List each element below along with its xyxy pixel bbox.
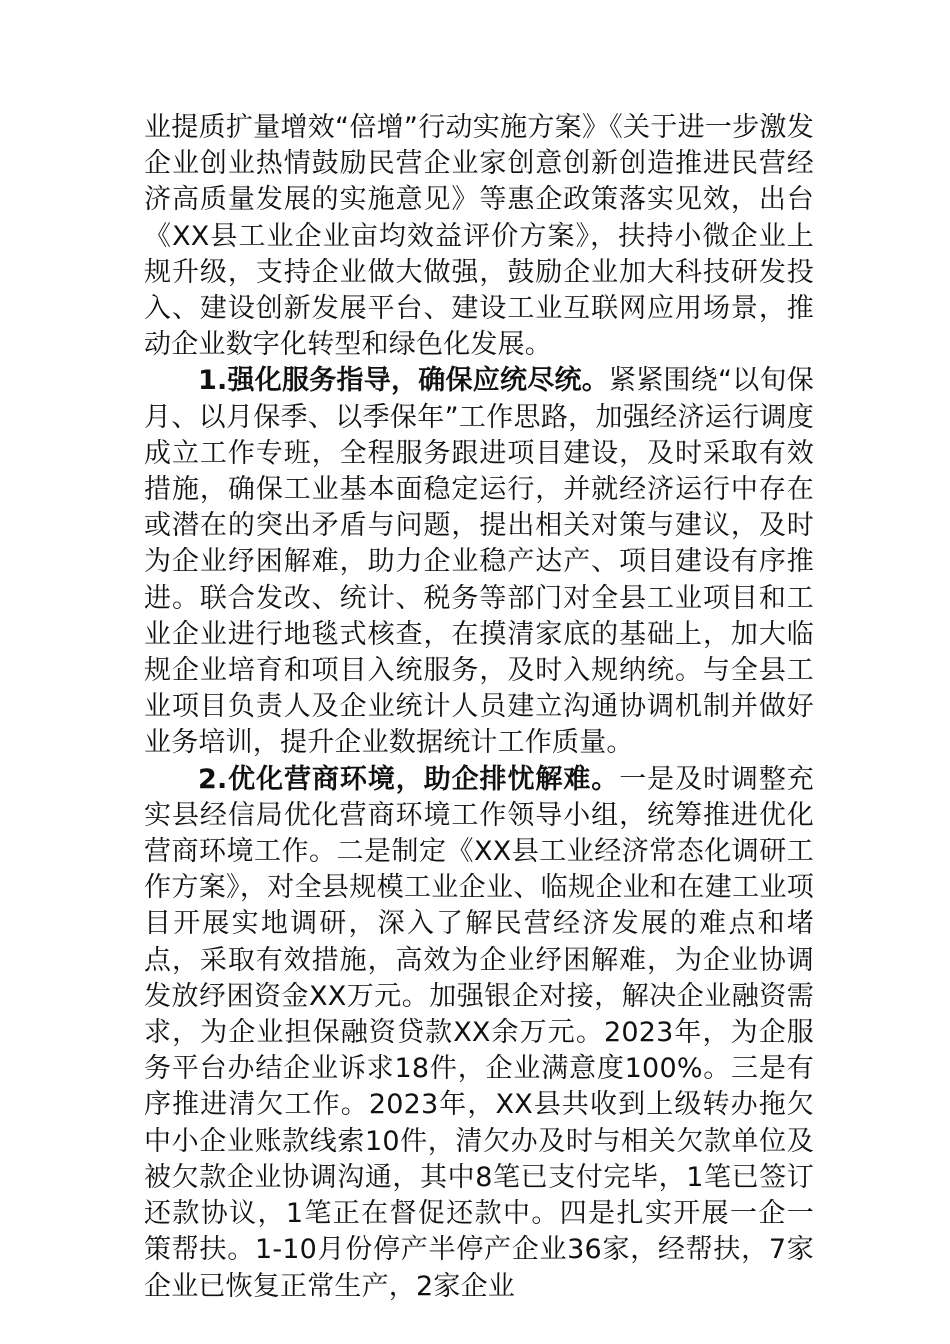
- paragraph-service-guidance: [144, 363, 814, 761]
- paragraph-continued: [144, 110, 814, 363]
- paragraph-heading: 2.优化营商环境，助企排忧解难。: [198, 763, 620, 795]
- paragraph-business-environment: [144, 762, 814, 1305]
- paragraph-text: 业提质扩量增效“倍增”行动实施方案》《关于进一步激发企业创业热情鼓励民营企业家创意创新创造推进民营经济高质量发展的实施意见》等惠企政策落实见效，出台《XX县工业企业亩均效益评价方案》，扶持小微企业上规升级，支持企业做大做强，鼓励企业加大科技研发投入、建设创新发展平台、建设工业互联网应用场景，推动企业数字化转型和绿色化发展。: [144, 112, 814, 361]
- document-body: [144, 110, 814, 1305]
- paragraph-text: 一是及时调整充实县经信局优化营商环境工作领导小组，统筹推进优化营商环境工作。二是制定《XX县工业经济常态化调研工作方案》，对全县规模工业企业、临规企业和在建工业项目开展实地调研，深入了解民营经济发展的难点和堵点，采取有效措施，高效为企业纾困解难，为企业协调发放纾困资金XX万元。加强银企对接，解决企业融资需求，为企业担保融资贷款XX余万元。2023年，为企服务平台办结企业诉求18件，企业满意度100%。三是有序推进清欠工作。2023年，XX县共收到上级转办拖欠中小企业账款线索10件，清欠办及时与相关欠款单位及被欠款企业协调沟通，其中8笔已支付完毕，1笔已签订还款协议，1笔正在督促还款中。四是扎实开展一企一策帮扶。1-10月份停产半停产企业36家，经帮扶，7家企业已恢复正常生产，2家企业: [144, 763, 814, 1302]
- paragraph-text: 紧紧围绕“以旬保月、以月保季、以季保年”工作思路，加强经济运行调度成立工作专班，全程服务跟进项目建设，及时采取有效措施，确保工业基本面稳定运行，并就经济运行中存在或潜在的突出矛盾与问题，提出相关对策与建议，及时为企业纾困解难，助力企业稳产达产、项目建设有序推进。联合发改、统计、税务等部门对全县工业项目和工业企业进行地毯式核查，在摸清家底的基础上，加大临规企业培育和项目入统服务，及时入规纳统。与全县工业项目负责人及企业统计人员建立沟通协调机制并做好业务培训，提升企业数据统计工作质量。: [144, 365, 814, 759]
- paragraph-heading: 1.强化服务指导，确保应统尽统。: [198, 365, 610, 397]
